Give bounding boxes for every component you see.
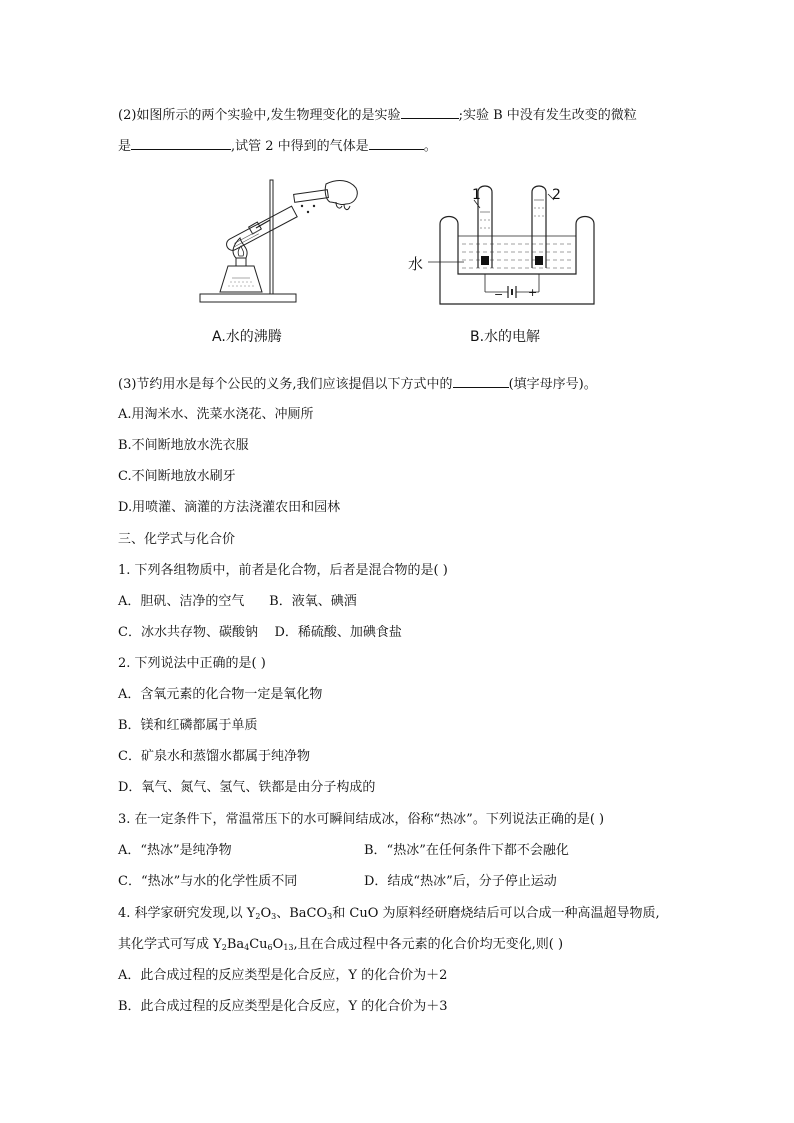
q2-text-2b: ,试管 2 中得到的气体是: [231, 139, 369, 154]
q3-option-c: C.不间断地放水刷牙: [118, 469, 236, 484]
q4-text: 4. 科学家研究发现,以 Y: [118, 906, 256, 921]
figure-b-caption: B.水的电解: [470, 329, 541, 345]
q4-text: 、BaCO: [276, 906, 328, 921]
q3-stem-text-b: (填字母序号)。: [508, 377, 597, 392]
q4-text: O: [260, 906, 272, 921]
s3-q3-stem: 3. 在一定条件下，常温常压下的水可瞬间结成冰，俗称“热冰”。下列说法正确的是( ): [118, 812, 605, 827]
q4-text: ,且在合成过程中各元素的化合价均无变化,则( ): [293, 937, 564, 952]
q4-text: 和 CuO 为原料经研磨烧结后可以合成一种高温超导物质,: [332, 906, 660, 921]
subscript: 3: [271, 912, 277, 921]
q4-text: O: [272, 937, 284, 952]
q3-stem-text-a: (3)节约用水是每个公民的义务,我们应该提倡以下方式中的: [118, 377, 453, 392]
boiling-water-figure: [190, 172, 380, 312]
q2-text-1b: ;实验 B 中没有发生改变的微粒: [458, 108, 637, 123]
s3-q2-option-d: D．氧气、氮气、氢气、铁都是由分子构成的: [118, 780, 376, 795]
s3-q2-option-a: A．含氧元素的化合物一定是氧化物: [118, 687, 323, 702]
q4-text: Ba: [226, 937, 245, 952]
section-title: 三、化学式与化合价: [118, 532, 236, 547]
q4-text: 其化学式可写成 Y: [118, 937, 222, 952]
subscript: 6: [267, 943, 273, 952]
s3-q3-option-d: D．结成“热冰”后，分子停止运动: [364, 874, 557, 889]
q2-line2: [118, 137, 437, 155]
q3-stem: [118, 375, 597, 393]
s3-q3-option-b: B．“热冰”在任何条件下都不会融化: [364, 843, 569, 858]
q3-option-a: A.用淘米水、洗菜水浇花、冲厕所: [118, 407, 314, 422]
plus-terminal-label: +: [528, 286, 538, 299]
q2-line1: [118, 106, 637, 124]
subscript: 2: [221, 943, 227, 952]
answer-blank: [131, 137, 231, 150]
q2-text-1a: (2)如图所示的两个实验中,发生物理变化的是实验: [118, 108, 401, 123]
s3-q4-option-b: B．此合成过程的反应类型是化合反应，Y 的化合价为＋3: [118, 999, 448, 1014]
answer-blank: [401, 106, 459, 119]
q3-option-d: D.用喷灌、滴灌的方法浇灌农田和园林: [118, 500, 341, 515]
q3-option-b: B.不间断地放水洗衣服: [118, 438, 249, 453]
answer-blank: [453, 375, 509, 388]
s3-q1-options-row2: C．冰水共存物、碳酸钠 D．稀硫酸、加碘食盐: [118, 625, 402, 640]
s3-q1-options-row1: A．胆矾、洁净的空气 B．液氧、碘酒: [118, 594, 357, 609]
q2-text-2a: 是: [118, 139, 132, 154]
water-label: 水: [408, 255, 424, 273]
s3-q1-stem: 1. 下列各组物质中，前者是化合物，后者是混合物的是( ): [118, 563, 448, 578]
minus-terminal-label: −: [494, 288, 504, 301]
s3-q2-stem: 2. 下列说法中正确的是( ): [118, 656, 266, 671]
answer-blank: [369, 137, 424, 150]
s3-q4-line2: [118, 937, 563, 953]
subscript: 4: [244, 943, 250, 952]
s3-q3-option-c: C．“热冰”与水的化学性质不同: [118, 874, 298, 889]
s3-q2-option-c: C．矿泉水和蒸馏水都属于纯净物: [118, 749, 310, 764]
tube-1-label: 1: [472, 187, 481, 203]
s3-q4-line1: [118, 906, 660, 922]
q2-text-2c: 。: [423, 139, 437, 154]
s3-q4-option-a: A．此合成过程的反应类型是化合反应，Y 的化合价为＋2: [118, 968, 448, 983]
q4-text: Cu: [249, 937, 268, 952]
s3-q2-option-b: B．镁和红磷都属于单质: [118, 718, 258, 733]
subscript: 3: [327, 912, 333, 921]
tube-2-label: 2: [552, 187, 561, 203]
figure-a-caption: A.水的沸腾: [212, 329, 282, 345]
subscript: 2: [255, 912, 261, 921]
s3-q3-option-a: A．“热冰”是纯净物: [118, 843, 232, 858]
subscript: 13: [283, 943, 294, 952]
